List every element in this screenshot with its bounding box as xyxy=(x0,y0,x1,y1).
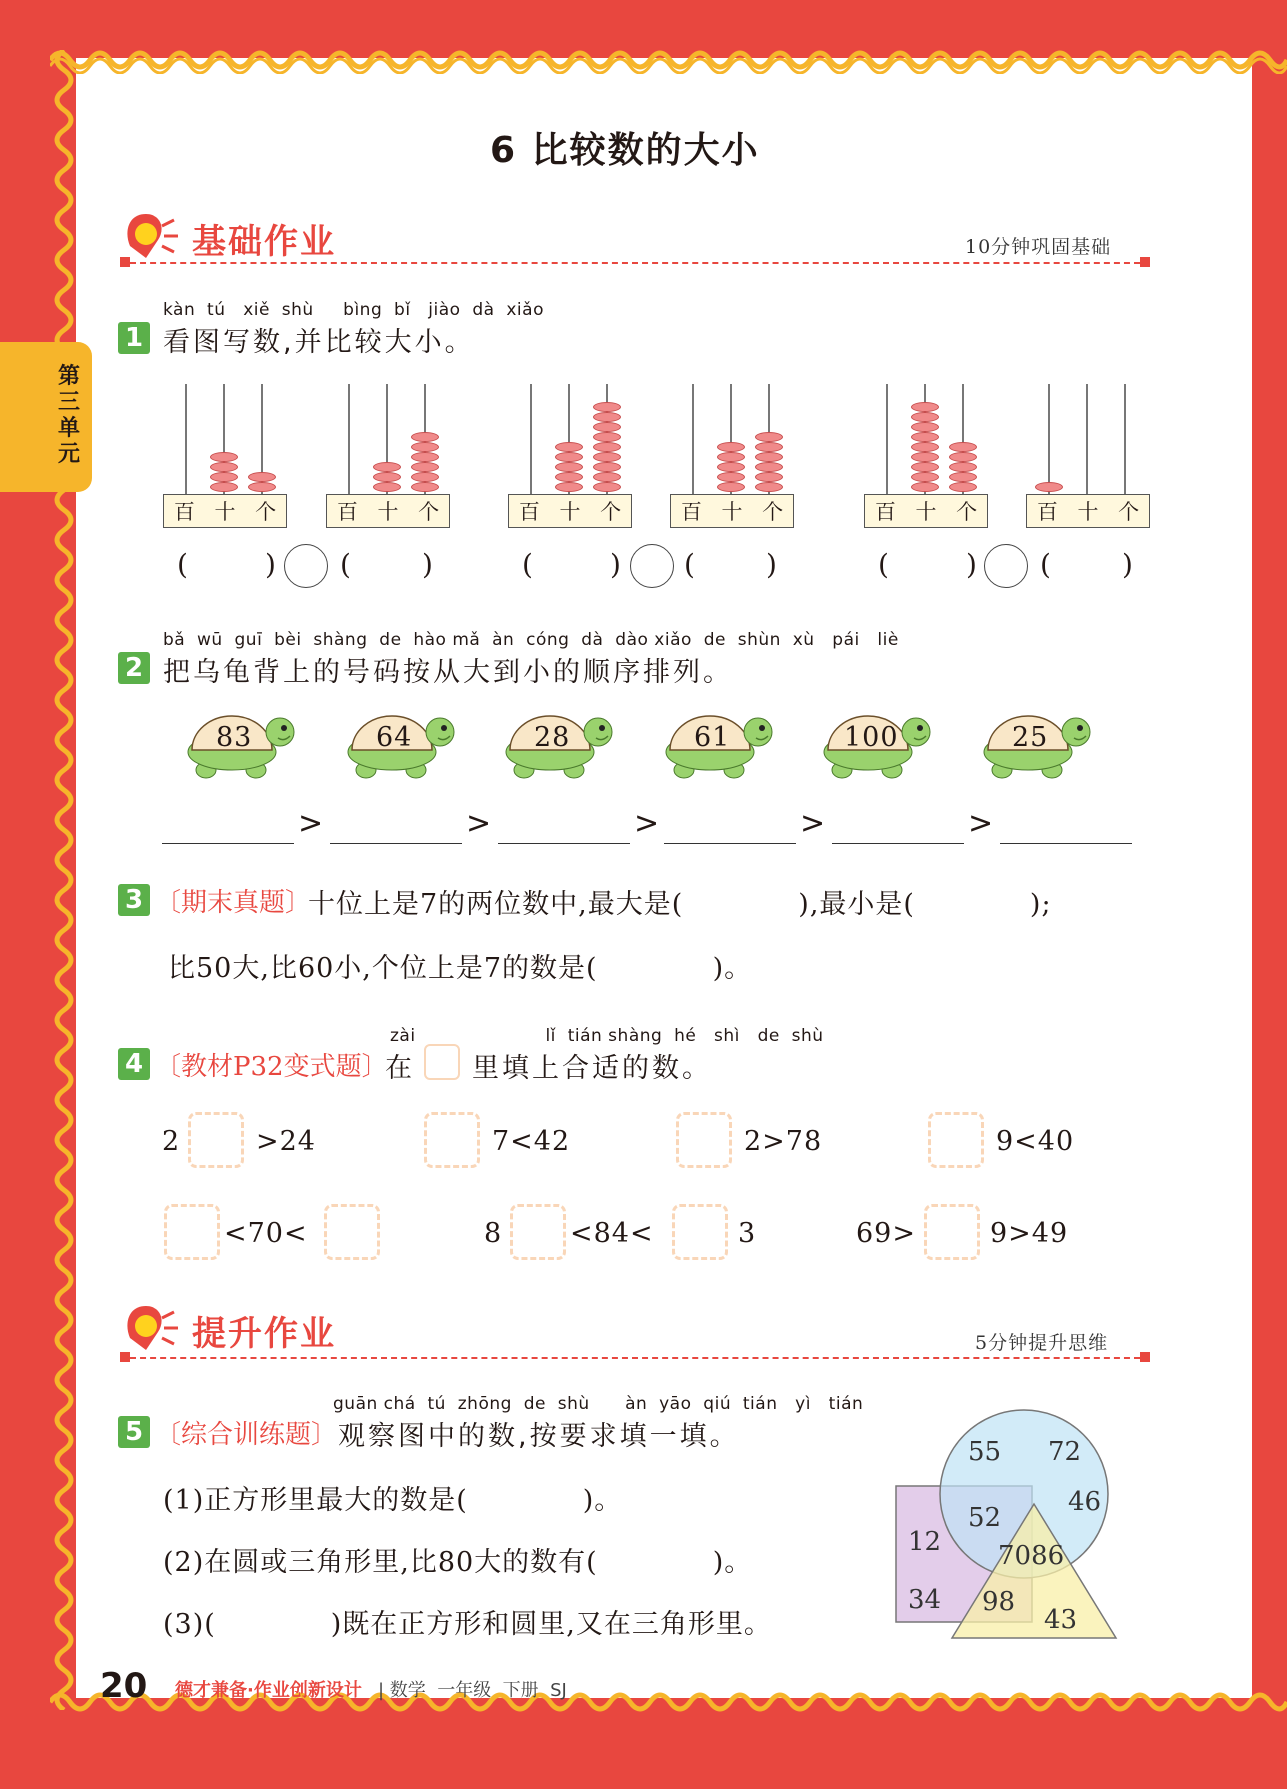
abacus-bead xyxy=(210,452,238,462)
answer-paren-left: ( xyxy=(522,548,533,581)
fig-num-52: 52 xyxy=(968,1503,1002,1533)
section-heading-basic: 基础作业 xyxy=(192,222,336,262)
abacus-bead xyxy=(411,472,439,482)
turtle-number: 28 xyxy=(534,722,571,753)
abacus-rod xyxy=(530,384,532,494)
answer-paren-left: ( xyxy=(1040,548,1051,581)
abacus-bead xyxy=(949,462,977,472)
fig-num-55: 55 xyxy=(968,1437,1002,1467)
section-divider xyxy=(130,262,1140,264)
abacus-rod xyxy=(1086,384,1088,494)
q4-r2b-before: 8 xyxy=(484,1218,503,1249)
abacus-place-label: 个 xyxy=(762,500,784,524)
abacus-place-label: 个 xyxy=(956,500,978,524)
q4-r2a-box2[interactable] xyxy=(324,1204,380,1260)
balloon-icon xyxy=(116,210,180,262)
q4-r1c-box[interactable] xyxy=(676,1112,732,1168)
q4-r1c-after: 2>78 xyxy=(744,1126,823,1157)
compare-circle[interactable] xyxy=(984,544,1028,588)
page-number: 20 xyxy=(100,1666,148,1706)
answer-paren-right: ) xyxy=(766,548,777,581)
q2-text: 把乌龟背上的号码按从大到小的顺序排列。 xyxy=(163,657,733,688)
greater-than-sign: > xyxy=(298,806,324,841)
abacus-place-label: 百 xyxy=(680,500,702,524)
abacus-bead xyxy=(949,452,977,462)
abacus-bead xyxy=(717,482,745,492)
fig-num-12: 12 xyxy=(908,1527,942,1557)
answer-paren-right: ) xyxy=(1122,548,1133,581)
turtle-number: 100 xyxy=(844,722,899,753)
divider-end xyxy=(120,1352,130,1362)
fig-num-43: 43 xyxy=(1044,1605,1078,1635)
q4-number: 4 xyxy=(118,1048,150,1080)
abacus-bead xyxy=(755,442,783,452)
q4-r2b-mid: <84< xyxy=(570,1218,654,1249)
abacus-place-label: 十 xyxy=(915,500,937,524)
abacus-bead xyxy=(411,482,439,492)
abacus-bead xyxy=(911,452,939,462)
abacus-bead xyxy=(911,482,939,492)
abacus-bead xyxy=(373,472,401,482)
abacus-bead xyxy=(555,472,583,482)
abacus-bead xyxy=(717,442,745,452)
q4-r2a-box1[interactable] xyxy=(164,1204,220,1260)
q4-r2a-mid: <70< xyxy=(224,1218,308,1249)
abacus-bead xyxy=(911,432,939,442)
answer-paren-right: ) xyxy=(265,548,276,581)
section-note-basic: 10分钟巩固基础 xyxy=(965,236,1112,258)
q4-r2c-box[interactable] xyxy=(924,1204,980,1260)
q4-r2c-after: 9>49 xyxy=(990,1218,1069,1249)
order-blank[interactable] xyxy=(664,843,796,844)
compare-circle[interactable] xyxy=(284,544,328,588)
page-title: 6 比较数的大小 xyxy=(490,130,760,171)
abacus-bead xyxy=(555,462,583,472)
q5-pinyin: guān chá tú zhōng de shù àn yāo qiú tián yì tián xyxy=(333,1394,864,1414)
abacus-bead xyxy=(717,452,745,462)
q4-r2b-box1[interactable] xyxy=(510,1204,566,1260)
answer-paren-left: ( xyxy=(878,548,889,581)
abacus-bead xyxy=(593,482,621,492)
abacus-bead xyxy=(593,452,621,462)
abacus-bead xyxy=(949,472,977,482)
q5-sub2: (2)在圆或三角形里,比80大的数有( )。 xyxy=(163,1547,753,1578)
abacus-bead xyxy=(911,472,939,482)
abacus-bead xyxy=(755,472,783,482)
abacus-bead xyxy=(911,422,939,432)
venn-figure xyxy=(890,1400,1130,1650)
q1-pinyin: kàn tú xiě shù bìng bǐ jiào dà xiǎo xyxy=(163,300,544,320)
fig-num-46: 46 xyxy=(1068,1487,1102,1517)
q4-r2b-box2[interactable] xyxy=(672,1204,728,1260)
abacus-base xyxy=(670,494,794,528)
abacus-place-label: 百 xyxy=(874,500,896,524)
abacus-base xyxy=(1026,494,1150,528)
abacus-bead xyxy=(593,432,621,442)
abacus-bead xyxy=(911,442,939,452)
q5-number: 5 xyxy=(118,1416,150,1448)
q4-pinyin: zài lǐ tián shàng hé shì de shù xyxy=(390,1026,824,1046)
abacus-bead xyxy=(1035,482,1063,492)
abacus-bead xyxy=(755,482,783,492)
q1-text: 看图写数,并比较大小。 xyxy=(163,327,475,358)
abacus-base xyxy=(163,494,287,528)
abacus-rod xyxy=(1124,384,1126,494)
abacus-bead xyxy=(593,472,621,482)
q2-number: 2 xyxy=(118,652,150,684)
abacus-bead xyxy=(593,422,621,432)
fig-num-7086: 7086 xyxy=(998,1541,1065,1571)
q3-number: 3 xyxy=(118,884,150,916)
unit-tab-label: 第三单元 xyxy=(58,364,81,467)
abacus-bead xyxy=(593,442,621,452)
abacus-base xyxy=(508,494,632,528)
abacus-bead xyxy=(593,412,621,422)
fig-num-72: 72 xyxy=(1048,1437,1082,1467)
abacus-place-label: 百 xyxy=(173,500,195,524)
order-blank[interactable] xyxy=(832,843,964,844)
abacus-place-label: 个 xyxy=(255,500,277,524)
abacus-place-label: 十 xyxy=(1077,500,1099,524)
abacus-bead xyxy=(373,462,401,472)
q2-pinyin: bǎ wū guī bèi shàng de hào mǎ àn cóng dà dào xiǎo de shùn xù pái liè xyxy=(163,630,899,650)
fig-num-34: 34 xyxy=(908,1585,942,1615)
abacus-place-label: 十 xyxy=(559,500,581,524)
abacus-bead xyxy=(411,432,439,442)
order-blank[interactable] xyxy=(162,843,294,844)
abacus-bead xyxy=(373,482,401,492)
divider-end xyxy=(1140,257,1150,267)
greater-than-sign: > xyxy=(466,806,492,841)
greater-than-sign: > xyxy=(800,806,826,841)
unit-side-tab xyxy=(0,342,92,492)
q4-r1d-box[interactable] xyxy=(928,1112,984,1168)
q4-text-a: 在 xyxy=(385,1053,415,1084)
abacus-place-label: 百 xyxy=(336,500,358,524)
abacus-bead xyxy=(555,482,583,492)
turtle-number: 25 xyxy=(1012,722,1049,753)
abacus-bead xyxy=(755,432,783,442)
abacus-bead xyxy=(411,452,439,462)
q4-tag: 〔教材P32变式题〕 xyxy=(155,1052,388,1082)
section-note-advanced: 5分钟提升思维 xyxy=(975,1332,1109,1354)
q3-tag: 〔期末真题〕 xyxy=(155,888,312,918)
q4-r2c-before: 69> xyxy=(856,1218,916,1249)
abacus-place-label: 十 xyxy=(214,500,236,524)
q5-sub3: (3)( )既在正方形和圆里,又在三角形里。 xyxy=(163,1609,772,1640)
divider-end xyxy=(1140,1352,1150,1362)
footer-brand: 德才兼备·作业创新设计 xyxy=(175,1680,362,1701)
abacus-bead xyxy=(593,462,621,472)
abacus-bead xyxy=(717,462,745,472)
abacus-place-label: 百 xyxy=(518,500,540,524)
abacus-rod xyxy=(886,384,888,494)
abacus-bead xyxy=(949,442,977,452)
abacus-bead xyxy=(911,402,939,412)
q3-line2: 比50大,比60小,个位上是7的数是( )。 xyxy=(168,953,753,984)
abacus-rod xyxy=(1048,384,1050,494)
abacus-rod xyxy=(348,384,350,494)
fig-num-98: 98 xyxy=(982,1587,1016,1617)
abacus-bead xyxy=(593,402,621,412)
order-blank[interactable] xyxy=(330,843,462,844)
q4-r2b-after: 3 xyxy=(738,1218,757,1249)
footer-info: | 数学 一年级 下册 SJ xyxy=(378,1680,567,1701)
abacus-place-label: 个 xyxy=(600,500,622,524)
greater-than-sign: > xyxy=(634,806,660,841)
q4-r1a-before: 2 xyxy=(162,1126,181,1157)
greater-than-sign: > xyxy=(968,806,994,841)
wavy-border-left xyxy=(48,50,78,1710)
abacus-bead xyxy=(755,452,783,462)
q4-r1d-after: 9<40 xyxy=(996,1126,1075,1157)
q1-number: 1 xyxy=(118,322,150,354)
abacus-rod xyxy=(692,384,694,494)
abacus-bead xyxy=(411,462,439,472)
q4-r1a-box[interactable] xyxy=(188,1112,244,1168)
abacus-place-label: 个 xyxy=(1118,500,1140,524)
q4-text-b: 里填上合适的数。 xyxy=(472,1053,712,1084)
turtle-number: 64 xyxy=(376,722,413,753)
q3-line1: 十位上是7的两位数中,最大是( ),最小是( ); xyxy=(308,889,1052,920)
abacus-bead xyxy=(555,442,583,452)
section-heading-advanced: 提升作业 xyxy=(192,1314,336,1354)
answer-paren-right: ) xyxy=(422,548,433,581)
q4-sample-box xyxy=(424,1044,460,1080)
abacus-bead xyxy=(911,462,939,472)
answer-paren-left: ( xyxy=(177,548,188,581)
answer-paren-right: ) xyxy=(966,548,977,581)
abacus-bead xyxy=(949,482,977,492)
q5-tag: 〔综合训练题〕 xyxy=(155,1420,338,1450)
abacus-bead xyxy=(411,442,439,452)
answer-paren-left: ( xyxy=(340,548,351,581)
abacus-place-label: 十 xyxy=(377,500,399,524)
abacus-bead xyxy=(248,472,276,482)
q4-r1b-box[interactable] xyxy=(424,1112,480,1168)
abacus-base xyxy=(326,494,450,528)
divider-end xyxy=(120,257,130,267)
abacus-bead xyxy=(210,482,238,492)
abacus-bead xyxy=(210,462,238,472)
compare-circle[interactable] xyxy=(630,544,674,588)
abacus-bead xyxy=(717,472,745,482)
order-blank[interactable] xyxy=(498,843,630,844)
abacus-bead xyxy=(911,412,939,422)
answer-paren-left: ( xyxy=(684,548,695,581)
q5-sub1: (1)正方形里最大的数是( )。 xyxy=(163,1485,623,1516)
abacus-place-label: 十 xyxy=(721,500,743,524)
turtle-number: 83 xyxy=(216,722,253,753)
abacus-bead xyxy=(248,482,276,492)
abacus-bead xyxy=(555,452,583,462)
abacus-rod xyxy=(185,384,187,494)
abacus-place-label: 百 xyxy=(1036,500,1058,524)
abacus-bead xyxy=(210,472,238,482)
q5-text: 观察图中的数,按要求填一填。 xyxy=(338,1421,740,1452)
abacus-bead xyxy=(755,462,783,472)
turtle-number: 61 xyxy=(694,722,731,753)
abacus-base xyxy=(864,494,988,528)
wavy-border-top xyxy=(50,46,1287,74)
q4-r1b-after: 7<42 xyxy=(492,1126,571,1157)
abacus-place-label: 个 xyxy=(418,500,440,524)
section-divider xyxy=(130,1357,1140,1359)
balloon-icon xyxy=(116,1302,180,1354)
order-blank[interactable] xyxy=(1000,843,1132,844)
answer-paren-right: ) xyxy=(610,548,621,581)
q4-r1a-after: >24 xyxy=(256,1126,316,1157)
